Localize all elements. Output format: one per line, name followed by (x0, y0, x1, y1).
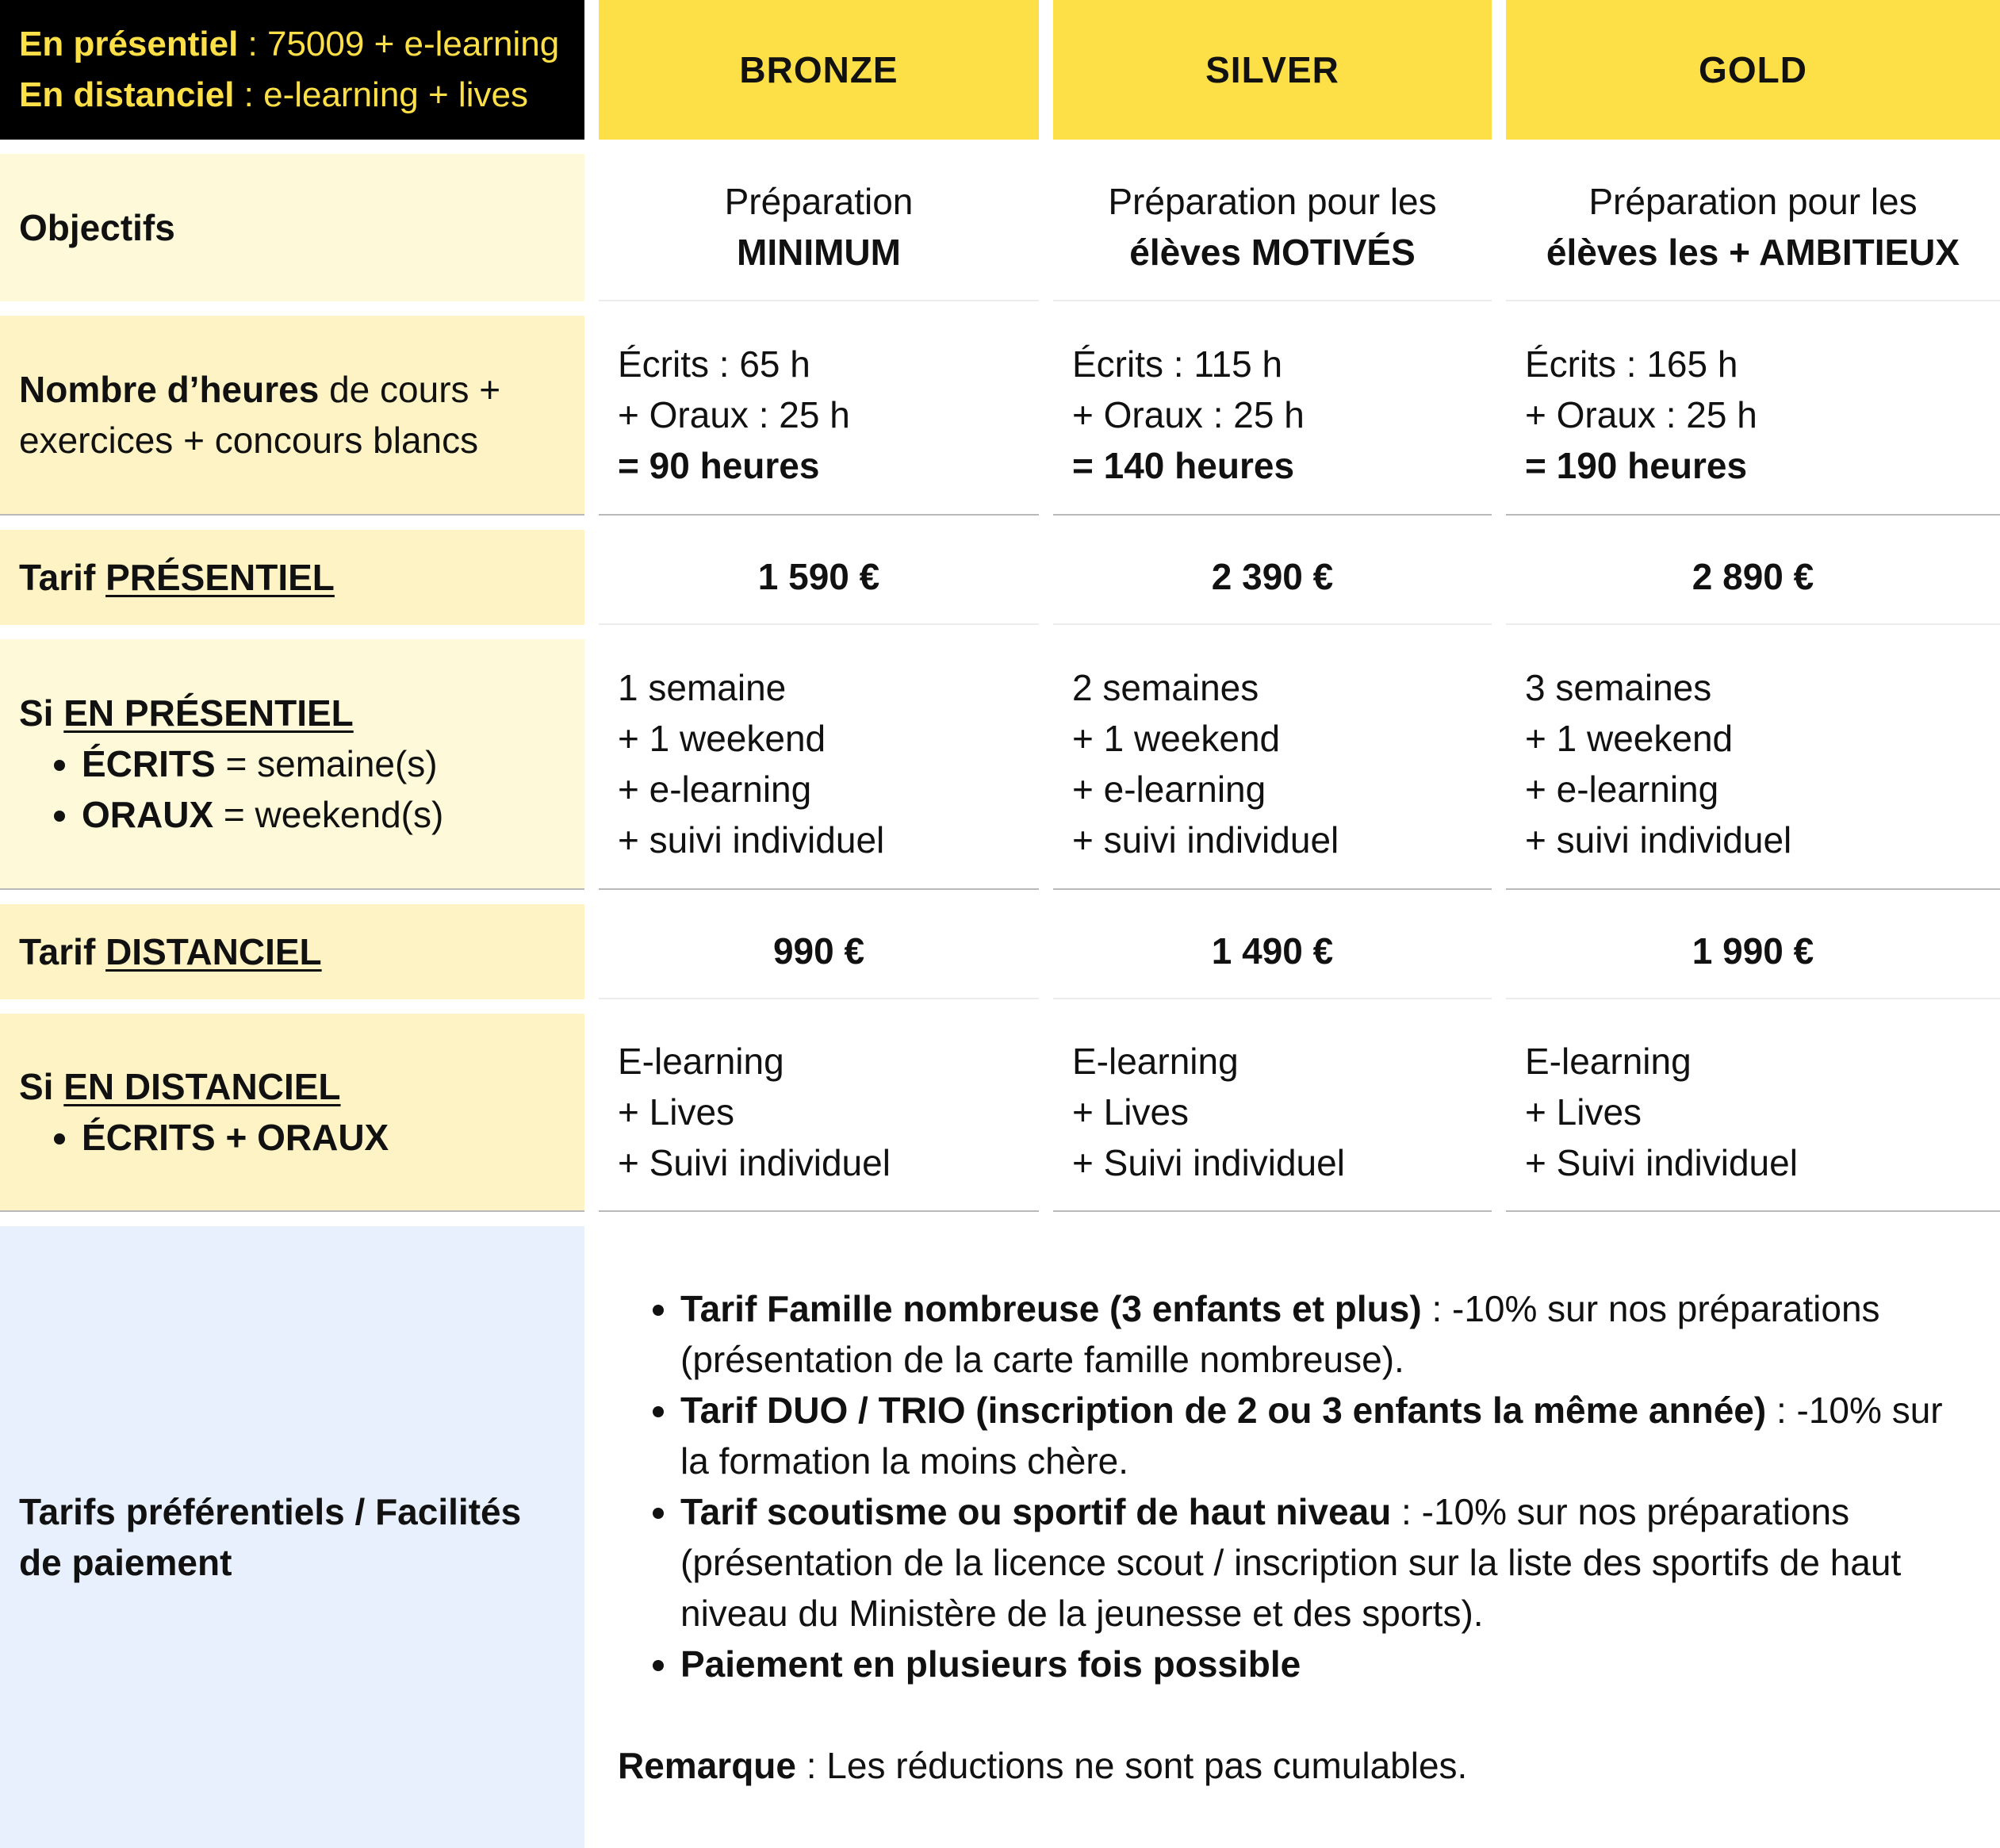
bullet-rest: = weekend(s) (213, 794, 444, 835)
row-label-tarif-presentiel (0, 530, 584, 625)
mode-presentiel (19, 19, 565, 70)
header-mode-cell (0, 0, 584, 140)
price-value: 1 990 € (1692, 930, 1814, 972)
price-value: 1 490 € (1211, 930, 1334, 972)
presentiel-detail-silver (1053, 639, 1492, 890)
mode-distanciel-label: En distanciel (19, 75, 235, 114)
distanciel-bullets (19, 1112, 565, 1163)
tier-name: BRONZE (739, 49, 898, 90)
tier-name: GOLD (1699, 49, 1807, 90)
detail-line: + Lives (1072, 1091, 1190, 1133)
discount-title: Tarif Famille nombreuse (3 enfants et plus) (680, 1288, 1422, 1329)
discount-title: Paiement en plusieurs fois possible (680, 1643, 1301, 1685)
bullet-ecrits (82, 738, 565, 789)
detail-line: + suivi individuel (1072, 819, 1339, 861)
detail-line: + Suivi individuel (1525, 1142, 1798, 1183)
objectif-line: Préparation (724, 181, 914, 222)
distanciel-detail-silver (1053, 1014, 1492, 1212)
distanciel-detail-gold (1506, 1014, 2000, 1212)
objectif-cell-gold (1506, 154, 2000, 301)
price-value: 2 390 € (1211, 556, 1334, 597)
remark (618, 1740, 1981, 1791)
label-underlined: PRÉSENTIEL (105, 557, 335, 598)
row-label-text: de paiement (19, 1542, 232, 1583)
price-presentiel-bronze (599, 530, 1039, 625)
row-label-objectifs (0, 154, 584, 301)
detail-line: + Lives (1525, 1091, 1642, 1133)
discount-detail: : -10% sur nos préparations (présentation de la carte famille nombreuse). (680, 1288, 1880, 1380)
mode-presentiel-label: En présentiel (19, 25, 239, 63)
tier-header-silver (1053, 0, 1492, 140)
row-label-text: Objectifs (19, 207, 175, 248)
detail-line: + suivi individuel (618, 819, 885, 861)
tier-header-gold (1506, 0, 2000, 140)
row-label-text (19, 926, 565, 977)
row-label-text (19, 364, 565, 415)
row-label-tarifs-preferentiels (0, 1226, 584, 1848)
presentiel-bullets (19, 738, 565, 840)
heures-oraux: + Oraux : 25 h (1072, 394, 1305, 435)
detail-line: 3 semaines (1525, 667, 1712, 708)
mode-presentiel-detail: : 75009 + e-learning (238, 25, 560, 63)
label-prefix: Tarif (19, 557, 106, 598)
detail-line: E-learning (618, 1041, 784, 1082)
detail-line: + 1 weekend (618, 718, 826, 759)
tarifs-preferentiels-content (599, 1226, 2000, 1848)
row-label-text (19, 1061, 565, 1112)
discount-duo-trio (680, 1385, 1981, 1486)
heures-label-rest2: exercices + concours blancs (19, 420, 479, 461)
distanciel-detail-bronze (599, 1014, 1039, 1212)
objectif-line: Préparation pour les (1108, 181, 1437, 222)
detail-line: 2 semaines (1072, 667, 1259, 708)
mode-distanciel (19, 70, 565, 121)
discount-list (618, 1283, 1981, 1689)
heures-oraux: + Oraux : 25 h (618, 394, 850, 435)
presentiel-detail-bronze (599, 639, 1039, 890)
detail-line: + e-learning (618, 769, 812, 810)
discount-famille (680, 1283, 1981, 1385)
heures-total: = 190 heures (1525, 445, 1748, 486)
bullet-bold: ÉCRITS (82, 743, 216, 784)
detail-line: + e-learning (1072, 769, 1266, 810)
heures-cell-bronze (599, 316, 1039, 516)
heures-cell-gold (1506, 316, 2000, 516)
row-label-si-distanciel (0, 1014, 584, 1212)
bullet-oraux (82, 789, 565, 840)
detail-line: + Suivi individuel (1072, 1142, 1345, 1183)
objectif-cell-silver (1053, 154, 1492, 301)
bullet-rest: = semaine(s) (215, 743, 438, 784)
discount-detail: : -10% sur la formation la moins chère. (680, 1390, 1943, 1482)
discount-title: Tarif DUO / TRIO (inscription de 2 ou 3 enfants la même année) (680, 1390, 1767, 1431)
price-value: 990 € (772, 930, 865, 972)
detail-line: + suivi individuel (1525, 819, 1792, 861)
price-distanciel-silver (1053, 904, 1492, 999)
detail-line: + 1 weekend (1072, 718, 1281, 759)
mode-distanciel-detail: : e-learning + lives (234, 75, 528, 114)
row-label-heures (0, 316, 584, 516)
label-underlined: DISTANCIEL (105, 931, 322, 972)
discount-title: Tarif scoutisme ou sportif de haut niveau (680, 1491, 1392, 1532)
presentiel-detail-gold (1506, 639, 2000, 890)
detail-line: + Suivi individuel (618, 1142, 891, 1183)
heures-ecrits: Écrits : 115 h (1072, 343, 1283, 385)
price-distanciel-gold (1506, 904, 2000, 999)
row-label-tarif-distanciel (0, 904, 584, 999)
price-presentiel-silver (1053, 530, 1492, 625)
heures-oraux: + Oraux : 25 h (1525, 394, 1757, 435)
price-presentiel-gold (1506, 530, 2000, 625)
discount-paiement (680, 1639, 1981, 1689)
heures-total: = 140 heures (1072, 445, 1295, 486)
label-underlined: EN PRÉSENTIEL (63, 692, 354, 734)
detail-line: 1 semaine (618, 667, 787, 708)
heures-total: = 90 heures (618, 445, 820, 486)
objectif-highlight: élèves MOTIVÉS (1129, 232, 1416, 273)
objectif-cell-bronze (599, 154, 1039, 301)
row-label-text (19, 688, 565, 738)
label-prefix: Si (19, 692, 64, 734)
bullet-ecrits-oraux: • ÉCRITS + ORAUX (82, 1112, 565, 1163)
label-underlined: EN DISTANCIEL (63, 1066, 341, 1107)
detail-line: E-learning (1525, 1041, 1692, 1082)
heures-cell-silver (1053, 316, 1492, 516)
remark-text: : Les réductions ne sont pas cumulables. (795, 1745, 1468, 1786)
objectif-line: Préparation pour les (1588, 181, 1918, 222)
row-label-text: Tarifs préférentiels / Facilités (19, 1491, 522, 1532)
objectif-highlight: élèves les + AMBITIEUX (1546, 232, 1960, 273)
detail-line: + 1 weekend (1525, 718, 1734, 759)
label-prefix: Si (19, 1066, 64, 1107)
heures-label-rest: de cours + (319, 369, 501, 410)
tier-header-bronze (599, 0, 1039, 140)
heures-ecrits: Écrits : 165 h (1525, 343, 1738, 385)
remark-label: Remarque (618, 1745, 796, 1786)
bullet-bold: ORAUX (82, 794, 214, 835)
detail-line: + Lives (618, 1091, 735, 1133)
price-value: 1 590 € (757, 556, 880, 597)
objectif-highlight: MINIMUM (737, 232, 901, 273)
tier-name: SILVER (1205, 49, 1339, 90)
detail-line: E-learning (1072, 1041, 1239, 1082)
row-label-si-presentiel (0, 639, 584, 890)
heures-ecrits: Écrits : 65 h (618, 343, 810, 385)
row-label-text (19, 552, 565, 603)
label-prefix: Tarif (19, 931, 106, 972)
discount-scout-sport (680, 1486, 1981, 1639)
price-distanciel-bronze (599, 904, 1039, 999)
price-value: 2 890 € (1692, 556, 1814, 597)
detail-line: + e-learning (1525, 769, 1719, 810)
heures-label-bold: Nombre d’heures (19, 369, 320, 410)
discount-detail: : -10% sur nos préparations (présentation de la licence scout / inscription sur la liste des sportifs de haut niveau du Ministère de la jeunesse et des sports). (680, 1491, 1902, 1634)
